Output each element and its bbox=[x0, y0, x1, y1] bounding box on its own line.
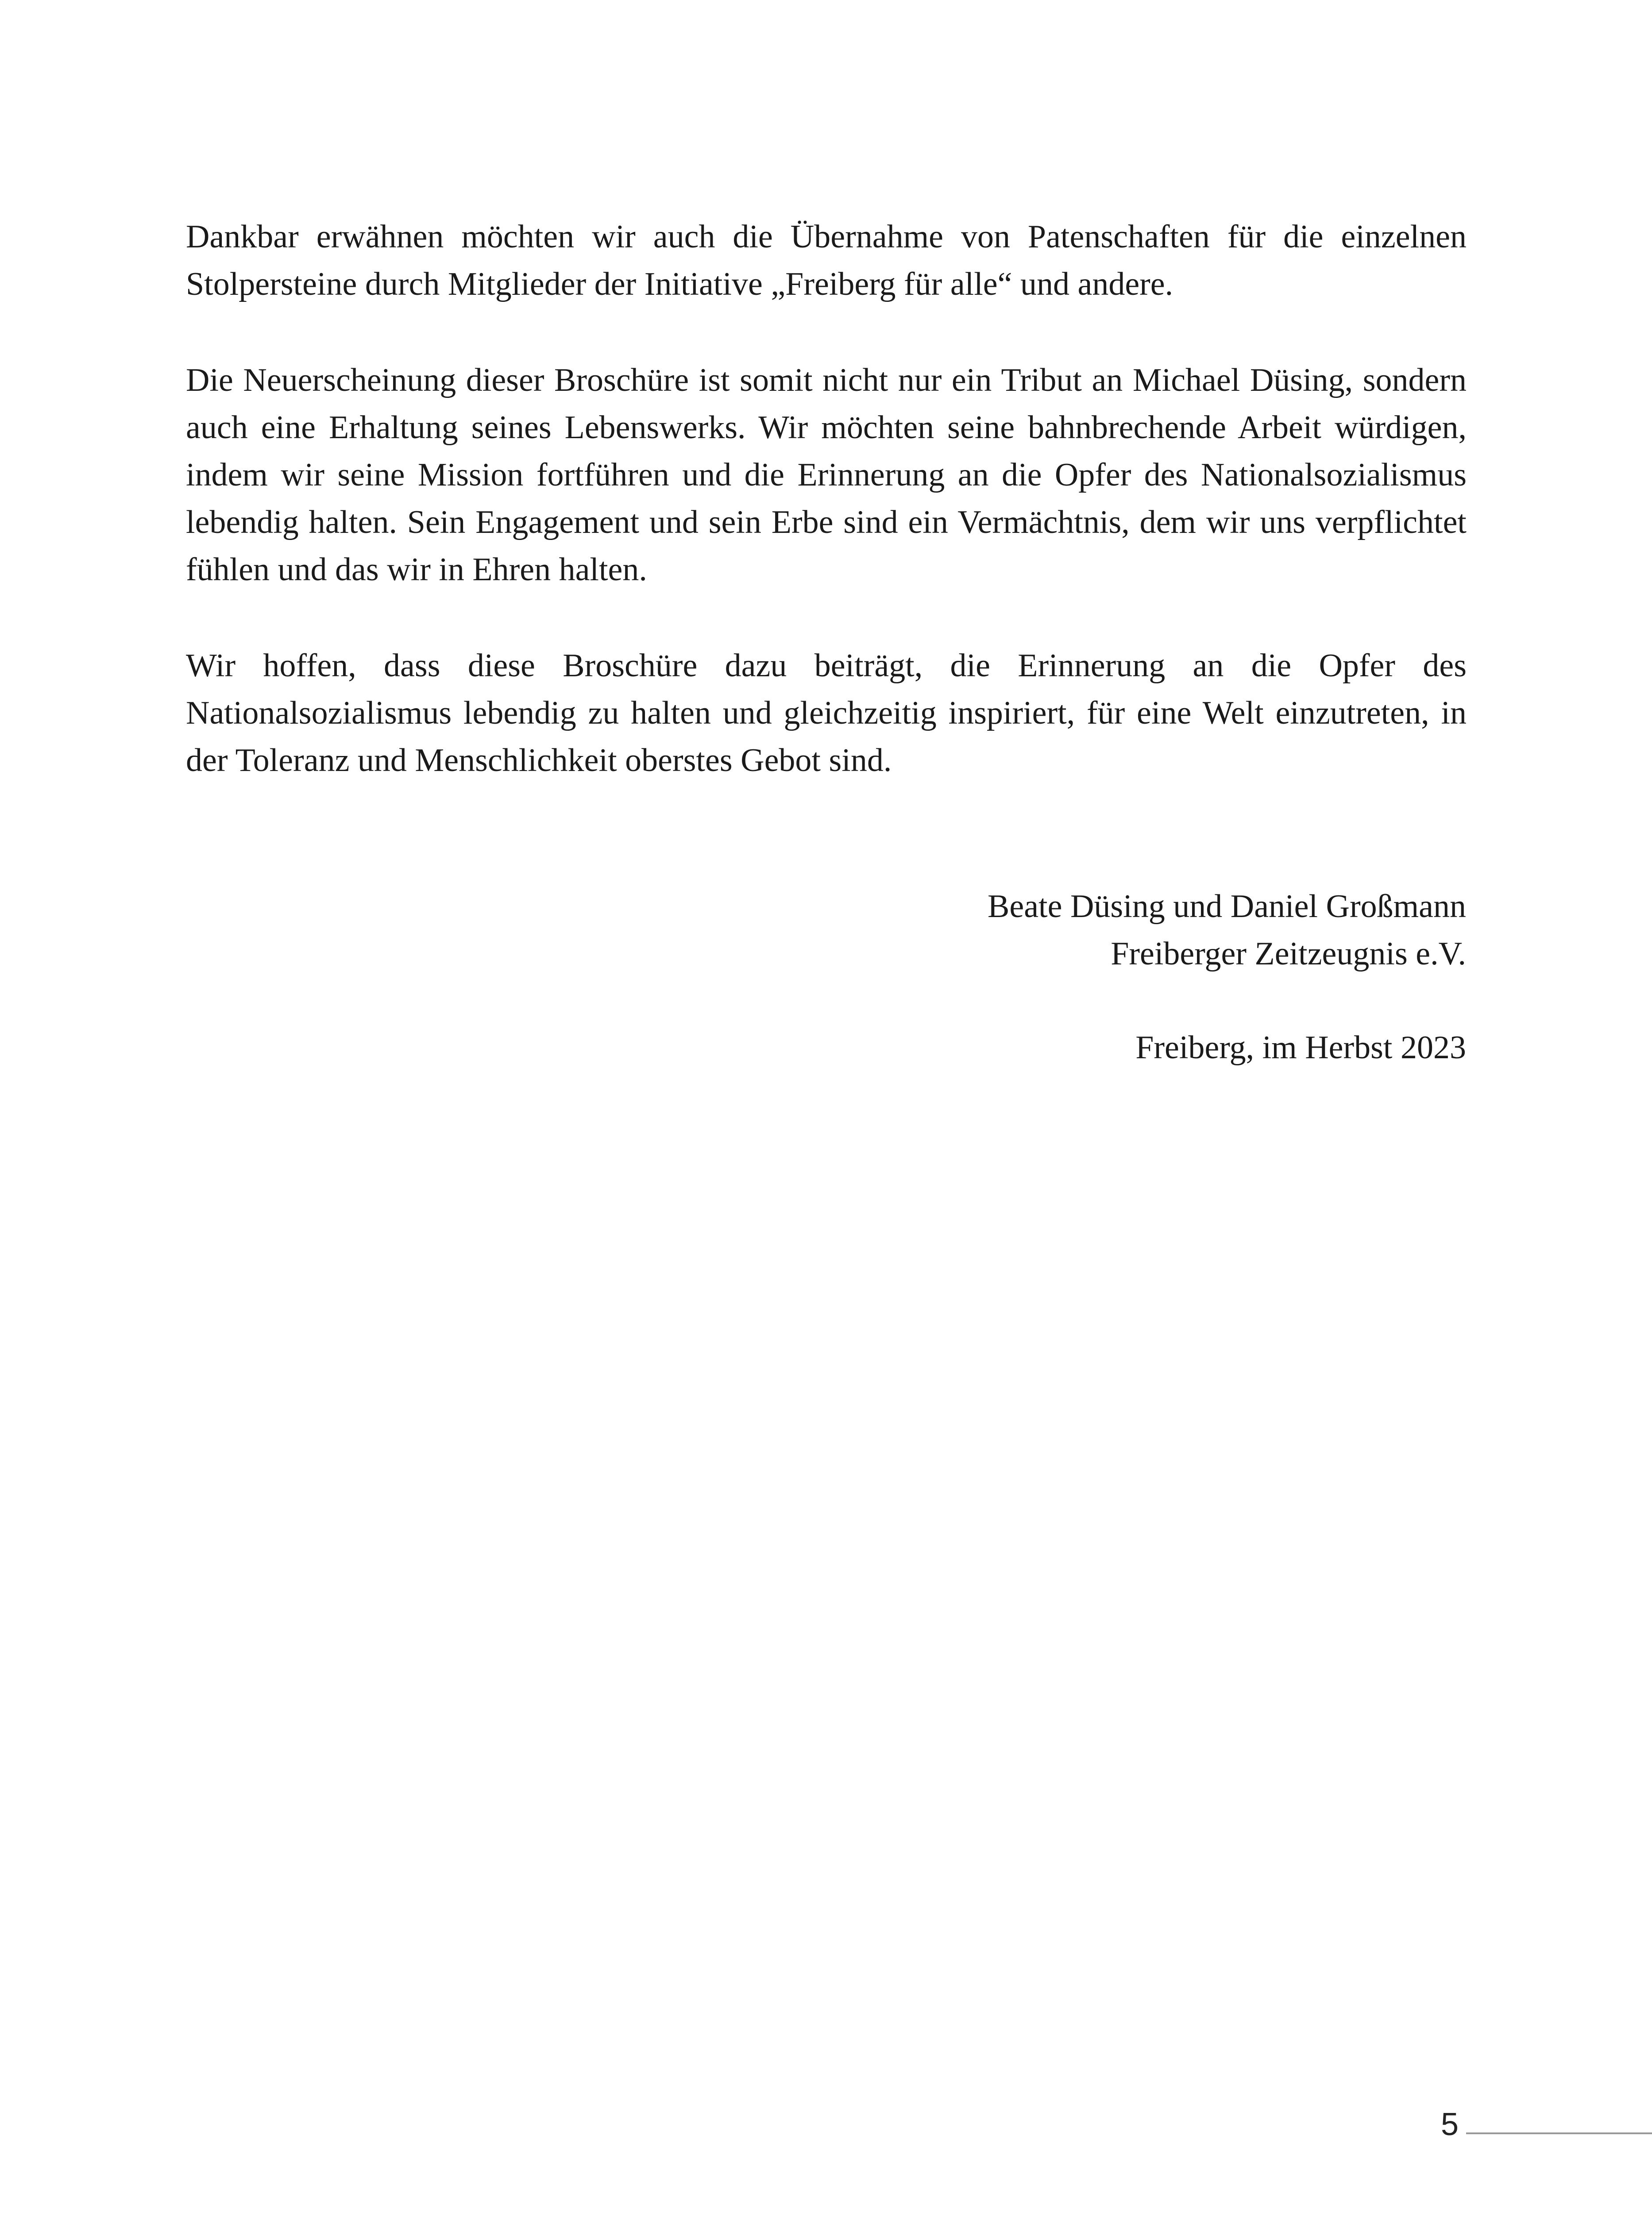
signature-organization: Freiberger Zeitzeugnis e.V. bbox=[1111, 936, 1466, 972]
paragraph-hope: Wir hoffen, dass diese Broschüre dazu beiträgt, die Erinnerung an die Opfer des Nationalsozialismus lebendig zu halten und gleichzeitig inspiriert, für eine Welt einzutreten, in der Toleranz und Menschlichkeit oberstes Gebot sind. bbox=[186, 648, 1467, 779]
signature-block bbox=[758, 883, 1466, 1072]
signature-names: Beate Düsing und Daniel Großmann bbox=[988, 888, 1466, 925]
footer-rule bbox=[1466, 2132, 1652, 2134]
signature-place-date: Freiberg, im Herbst 2023 bbox=[1135, 1029, 1466, 1066]
page-number: 5 bbox=[1441, 2107, 1459, 2142]
body-text bbox=[186, 213, 1467, 833]
paragraph-acknowledgement: Dankbar erwähnen möchten wir auch die Übernahme von Patenschaften für die einzelnen Stolpersteine durch Mitglieder der Initiative „Freiberg für alle“ und andere. bbox=[186, 219, 1467, 302]
paragraph-tribute: Die Neuerscheinung dieser Broschüre ist somit nicht nur ein Tribut an Michael Düsing, sondern auch eine Erhaltung seines Lebenswerks. Wir möchten seine bahnbrechende Arbeit würdigen, indem wir seine Mission fortführen und die Erinnerung an die Opfer des Nationalsozialismus lebendig halten. Sein Engagement und sein Erbe sind ein Vermächtnis, dem wir uns verpflichtet fühlen und das wir in Ehren halten. bbox=[186, 362, 1467, 588]
